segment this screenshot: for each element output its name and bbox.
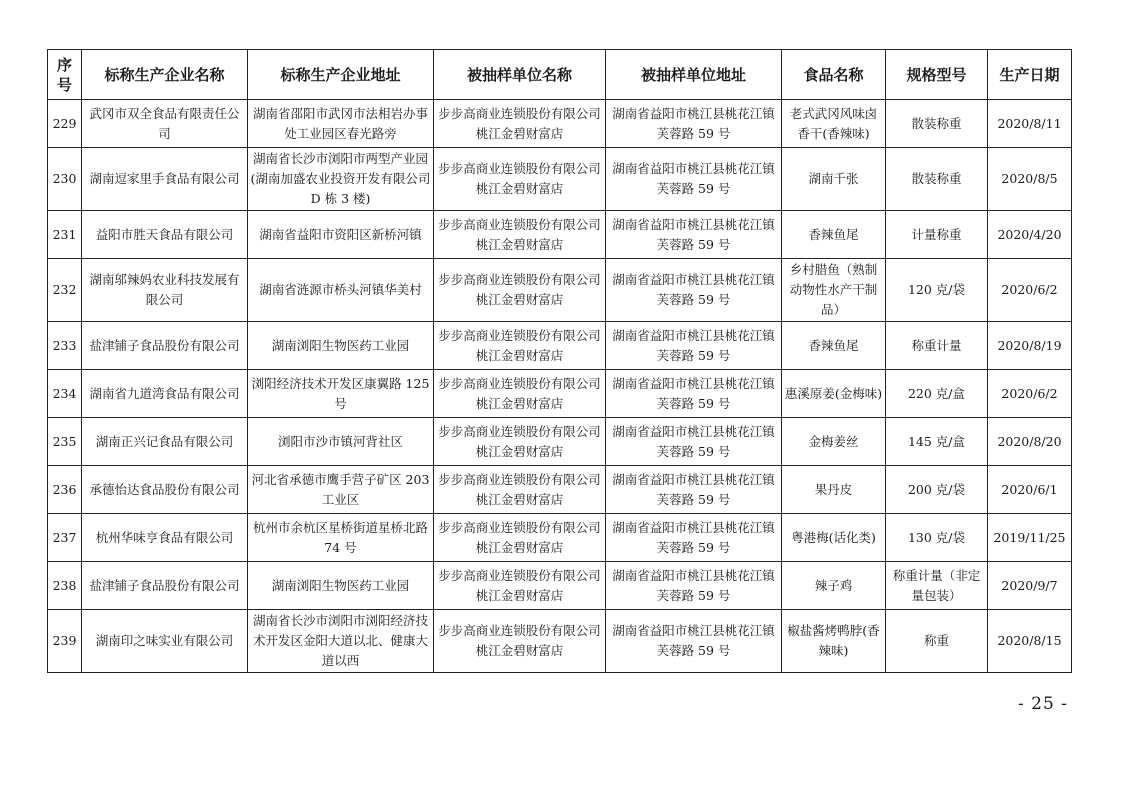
- table-header-row: [48, 50, 1072, 100]
- cell-spec: 145 克/盒: [886, 418, 988, 466]
- table-row: [48, 418, 1072, 466]
- cell-sampled-address: 湖南省益阳市桃江县桃花江镇芙蓉路 59 号: [606, 418, 782, 466]
- cell-company-address: 湖南省邵阳市武冈市法相岩办事处工业园区春光路旁: [248, 100, 434, 148]
- cell-sampled-address: 湖南省益阳市桃江县桃花江镇芙蓉路 59 号: [606, 259, 782, 322]
- table-row: [48, 100, 1072, 148]
- cell-company-address: 湖南浏阳生物医药工业园: [248, 322, 434, 370]
- cell-company-address: 杭州市余杭区星桥街道星桥北路 74 号: [248, 514, 434, 562]
- cell-sampled-address: 湖南省益阳市桃江县桃花江镇芙蓉路 59 号: [606, 562, 782, 610]
- header-sampled-unit: 被抽样单位名称: [434, 50, 606, 100]
- cell-seq: 229: [48, 100, 82, 148]
- cell-company-address: 湖南省涟源市桥头河镇华美村: [248, 259, 434, 322]
- cell-spec: 散装称重: [886, 148, 988, 211]
- cell-sampled-unit: 步步高商业连锁股份有限公司桃江金碧财富店: [434, 466, 606, 514]
- cell-seq: 236: [48, 466, 82, 514]
- cell-company: 益阳市胜天食品有限公司: [82, 211, 248, 259]
- cell-sampled-unit: 步步高商业连锁股份有限公司桃江金碧财富店: [434, 514, 606, 562]
- cell-food-name: 老式武冈风味卤香干(香辣味): [782, 100, 886, 148]
- cell-company: 承德怡达食品股份有限公司: [82, 466, 248, 514]
- cell-company: 湖南印之味实业有限公司: [82, 610, 248, 673]
- header-food-name: 食品名称: [782, 50, 886, 100]
- cell-spec: 200 克/袋: [886, 466, 988, 514]
- cell-seq: 233: [48, 322, 82, 370]
- header-production-date: 生产日期: [988, 50, 1072, 100]
- page-number: - 25 -: [1018, 694, 1068, 714]
- cell-company: 盐津铺子食品股份有限公司: [82, 322, 248, 370]
- table-row: [48, 562, 1072, 610]
- cell-production-date: 2020/8/5: [988, 148, 1072, 211]
- cell-production-date: 2020/8/15: [988, 610, 1072, 673]
- table-row: [48, 259, 1072, 322]
- cell-seq: 234: [48, 370, 82, 418]
- table-row: [48, 610, 1072, 673]
- header-company-address: 标称生产企业地址: [248, 50, 434, 100]
- cell-sampled-unit: 步步高商业连锁股份有限公司桃江金碧财富店: [434, 418, 606, 466]
- cell-production-date: 2020/8/11: [988, 100, 1072, 148]
- cell-spec: 计量称重: [886, 211, 988, 259]
- cell-sampled-address: 湖南省益阳市桃江县桃花江镇芙蓉路 59 号: [606, 514, 782, 562]
- cell-sampled-address: 湖南省益阳市桃江县桃花江镇芙蓉路 59 号: [606, 322, 782, 370]
- header-seq: 序号: [48, 50, 82, 100]
- cell-spec: 120 克/袋: [886, 259, 988, 322]
- cell-food-name: 惠溪原姜(金梅味): [782, 370, 886, 418]
- cell-production-date: 2020/6/1: [988, 466, 1072, 514]
- cell-spec: 130 克/袋: [886, 514, 988, 562]
- cell-company: 武冈市双全食品有限责任公司: [82, 100, 248, 148]
- cell-company-address: 湖南省益阳市资阳区新桥河镇: [248, 211, 434, 259]
- cell-sampled-unit: 步步高商业连锁股份有限公司桃江金碧财富店: [434, 370, 606, 418]
- cell-sampled-unit: 步步高商业连锁股份有限公司桃江金碧财富店: [434, 100, 606, 148]
- cell-sampled-address: 湖南省益阳市桃江县桃花江镇芙蓉路 59 号: [606, 148, 782, 211]
- cell-food-name: 香辣鱼尾: [782, 211, 886, 259]
- cell-spec: 散装称重: [886, 100, 988, 148]
- cell-company: 湖南省九道湾食品有限公司: [82, 370, 248, 418]
- cell-seq: 232: [48, 259, 82, 322]
- cell-company: 湖南正兴记食品有限公司: [82, 418, 248, 466]
- cell-seq: 237: [48, 514, 82, 562]
- cell-company-address: 湖南省长沙市浏阳市两型产业园(湖南加盛农业投资开发有限公司 D 栋 3 楼): [248, 148, 434, 211]
- header-spec: 规格型号: [886, 50, 988, 100]
- cell-seq: 238: [48, 562, 82, 610]
- sampling-results-table: [47, 49, 1072, 673]
- cell-food-name: 湖南千张: [782, 148, 886, 211]
- cell-food-name: 椒盐酱烤鸭脖(香辣味): [782, 610, 886, 673]
- cell-sampled-unit: 步步高商业连锁股份有限公司桃江金碧财富店: [434, 259, 606, 322]
- cell-sampled-unit: 步步高商业连锁股份有限公司桃江金碧财富店: [434, 211, 606, 259]
- cell-company: 杭州华味亨食品有限公司: [82, 514, 248, 562]
- cell-sampled-address: 湖南省益阳市桃江县桃花江镇芙蓉路 59 号: [606, 100, 782, 148]
- cell-company-address: 湖南省长沙市浏阳市浏阳经济技术开发区金阳大道以北、健康大道以西: [248, 610, 434, 673]
- cell-seq: 239: [48, 610, 82, 673]
- cell-seq: 231: [48, 211, 82, 259]
- table-row: [48, 148, 1072, 211]
- cell-company-address: 湖南浏阳生物医药工业园: [248, 562, 434, 610]
- cell-food-name: 辣子鸡: [782, 562, 886, 610]
- cell-seq: 230: [48, 148, 82, 211]
- cell-sampled-unit: 步步高商业连锁股份有限公司桃江金碧财富店: [434, 148, 606, 211]
- cell-company-address: 河北省承德市鹰手营子矿区 203 工业区: [248, 466, 434, 514]
- cell-food-name: 粤港梅(话化类): [782, 514, 886, 562]
- cell-production-date: 2020/4/20: [988, 211, 1072, 259]
- table-row: [48, 211, 1072, 259]
- cell-spec: 称重计量: [886, 322, 988, 370]
- cell-sampled-address: 湖南省益阳市桃江县桃花江镇芙蓉路 59 号: [606, 370, 782, 418]
- cell-sampled-unit: 步步高商业连锁股份有限公司桃江金碧财富店: [434, 562, 606, 610]
- cell-sampled-address: 湖南省益阳市桃江县桃花江镇芙蓉路 59 号: [606, 610, 782, 673]
- cell-production-date: 2020/8/20: [988, 418, 1072, 466]
- cell-company: 湖南逗家里手食品有限公司: [82, 148, 248, 211]
- table-row: [48, 514, 1072, 562]
- cell-spec: 称重: [886, 610, 988, 673]
- cell-spec: 称重计量（非定量包装）: [886, 562, 988, 610]
- table-row: [48, 370, 1072, 418]
- cell-company-address: 浏阳经济技术开发区康翼路 125 号: [248, 370, 434, 418]
- cell-sampled-address: 湖南省益阳市桃江县桃花江镇芙蓉路 59 号: [606, 466, 782, 514]
- cell-production-date: 2020/8/19: [988, 322, 1072, 370]
- table-row: [48, 466, 1072, 514]
- cell-sampled-address: 湖南省益阳市桃江县桃花江镇芙蓉路 59 号: [606, 211, 782, 259]
- cell-company: 湖南邬辣妈农业科技发展有限公司: [82, 259, 248, 322]
- cell-sampled-unit: 步步高商业连锁股份有限公司桃江金碧财富店: [434, 322, 606, 370]
- cell-food-name: 果丹皮: [782, 466, 886, 514]
- cell-production-date: 2020/9/7: [988, 562, 1072, 610]
- cell-food-name: 乡村腊鱼（熟制动物性水产干制品）: [782, 259, 886, 322]
- cell-company: 盐津铺子食品股份有限公司: [82, 562, 248, 610]
- cell-production-date: 2020/6/2: [988, 370, 1072, 418]
- cell-food-name: 香辣鱼尾: [782, 322, 886, 370]
- header-sampled-address: 被抽样单位地址: [606, 50, 782, 100]
- table-row: [48, 322, 1072, 370]
- header-company: 标称生产企业名称: [82, 50, 248, 100]
- cell-food-name: 金梅姜丝: [782, 418, 886, 466]
- cell-spec: 220 克/盒: [886, 370, 988, 418]
- cell-seq: 235: [48, 418, 82, 466]
- cell-company-address: 浏阳市沙市镇河背社区: [248, 418, 434, 466]
- cell-sampled-unit: 步步高商业连锁股份有限公司桃江金碧财富店: [434, 610, 606, 673]
- cell-production-date: 2019/11/25: [988, 514, 1072, 562]
- cell-production-date: 2020/6/2: [988, 259, 1072, 322]
